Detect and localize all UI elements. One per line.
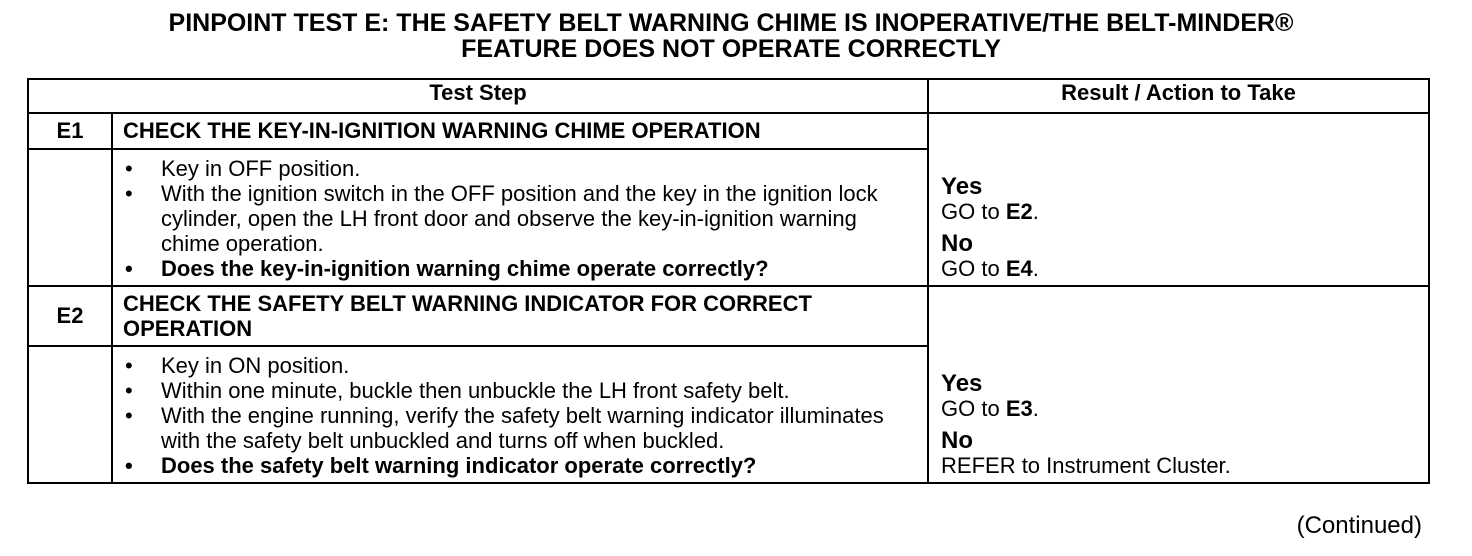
result-yes-label: Yes: [941, 173, 983, 200]
list-item: • Key in OFF position.: [125, 156, 917, 181]
result-cell: [928, 113, 1429, 286]
result-yes-action: GO to E2.: [941, 199, 1039, 224]
step-instructions: [125, 156, 917, 281]
result-no-action: REFER to Instrument Cluster.: [941, 453, 1231, 478]
result-no-label: No: [941, 230, 974, 257]
continued-label: (Continued): [1296, 512, 1422, 539]
header-test-step: Test Step: [28, 79, 928, 113]
result-yes-label: Yes: [941, 370, 983, 397]
step-instructions: [125, 353, 917, 478]
result-cell: [928, 286, 1429, 483]
result-no-action: GO to E4.: [941, 256, 1039, 281]
title-line-2: FEATURE DOES NOT OPERATE CORRECTLY: [461, 35, 1001, 63]
table-header-row: [28, 79, 1429, 113]
step-id: E1: [28, 113, 112, 149]
title-line-1: PINPOINT TEST E: THE SAFETY BELT WARNING CHIME IS INOPERATIVE/THE BELT-MINDER®: [168, 9, 1294, 37]
step-id-blank: [28, 346, 112, 483]
step-question: • Does the safety belt warning indicator operate correctly?: [125, 453, 917, 478]
list-item: • With the ignition switch in the OFF position and the key in the ignition lock cylinder, open the LH front door and observe the key-in-ignition warning chime operation.: [125, 181, 917, 256]
result-yes-action: GO to E3.: [941, 396, 1039, 421]
step-body: [112, 149, 928, 286]
table-row: [28, 113, 1429, 149]
step-body: [112, 346, 928, 483]
result-no-label: No: [941, 427, 974, 454]
step-title: CHECK THE KEY-IN-IGNITION WARNING CHIME OPERATION: [112, 113, 928, 149]
list-item: • Within one minute, buckle then unbuckle the LH front safety belt.: [125, 378, 917, 403]
step-link: E2: [1005, 199, 1033, 224]
page-title: [0, 10, 1462, 62]
step-id-blank: [28, 149, 112, 286]
step-question: • Does the key-in-ignition warning chime operate correctly?: [125, 256, 917, 281]
step-link: E4: [1005, 256, 1033, 281]
pinpoint-test-table: [27, 78, 1430, 484]
step-title: CHECK THE SAFETY BELT WARNING INDICATOR FOR CORRECT OPERATION: [112, 286, 928, 346]
list-item: • Key in ON position.: [125, 353, 917, 378]
step-id: E2: [28, 286, 112, 346]
header-result-action: Result / Action to Take: [928, 79, 1429, 113]
table-row: [28, 286, 1429, 346]
step-link: E3: [1005, 396, 1033, 421]
list-item: • With the engine running, verify the safety belt warning indicator illuminates with the safety belt unbuckled and turns off when buckled.: [125, 403, 917, 453]
